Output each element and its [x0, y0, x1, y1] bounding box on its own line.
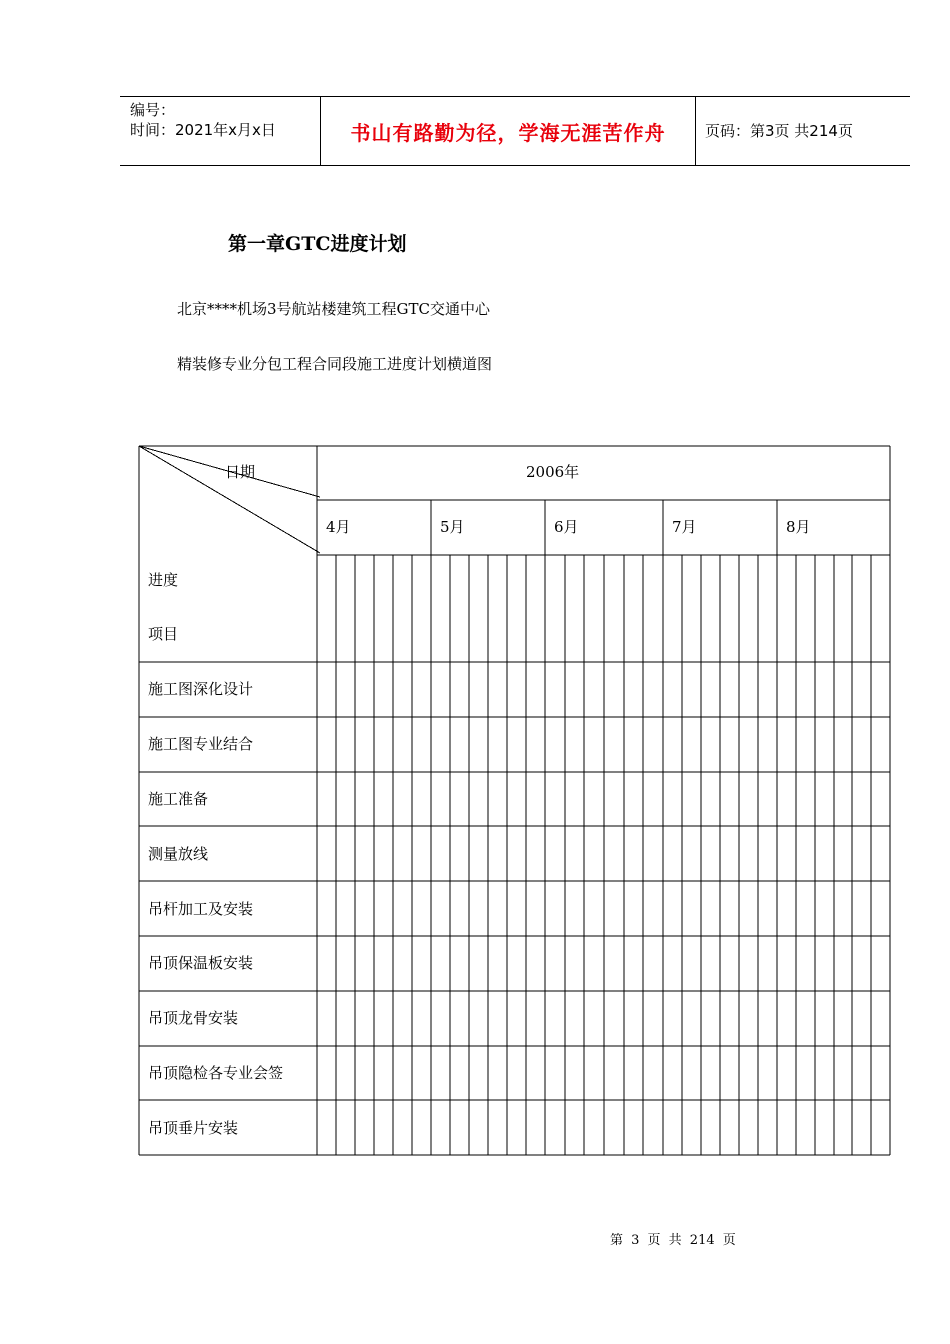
task-row-label: 测量放线	[148, 845, 209, 863]
corner-item-label: 项目	[148, 625, 179, 643]
task-row-label: 施工图深化设计	[148, 680, 254, 698]
month-label: 8月	[786, 518, 811, 536]
task-row-label: 施工准备	[148, 790, 209, 808]
task-row-label: 吊顶保温板安装	[148, 954, 254, 972]
chapter-title: 第一章GTC进度计划	[228, 233, 407, 255]
month-label: 6月	[554, 518, 579, 536]
motto-text: 书山有路勤为径，学海无涯苦作舟	[350, 121, 666, 145]
task-row-label: 施工图专业结合	[148, 735, 254, 753]
task-row-label: 吊顶垂片安装	[148, 1119, 239, 1137]
project-subtitle: 北京****机场3号航站楼建筑工程GTC交通中心	[177, 300, 491, 318]
page-footer: 第 3 页 共 214 页	[610, 1233, 736, 1248]
task-row-label: 吊顶龙骨安装	[148, 1009, 239, 1027]
year-label: 2006年	[526, 463, 580, 481]
task-row-label: 吊顶隐检各专业会签	[148, 1064, 284, 1082]
header-page-number: 页码：第3页 共214页	[705, 122, 853, 140]
month-label: 5月	[440, 518, 465, 536]
month-label: 4月	[326, 518, 351, 536]
corner-date-label: 日期	[225, 463, 256, 481]
task-row-label: 吊杆加工及安装	[148, 900, 254, 918]
number-label: 编号：	[130, 101, 176, 119]
chart-subtitle: 精装修专业分包工程合同段施工进度计划横道图	[177, 355, 493, 373]
month-label: 7月	[672, 518, 697, 536]
time-label: 时间：2021年x月x日	[130, 121, 276, 139]
corner-progress-label: 进度	[148, 571, 179, 589]
